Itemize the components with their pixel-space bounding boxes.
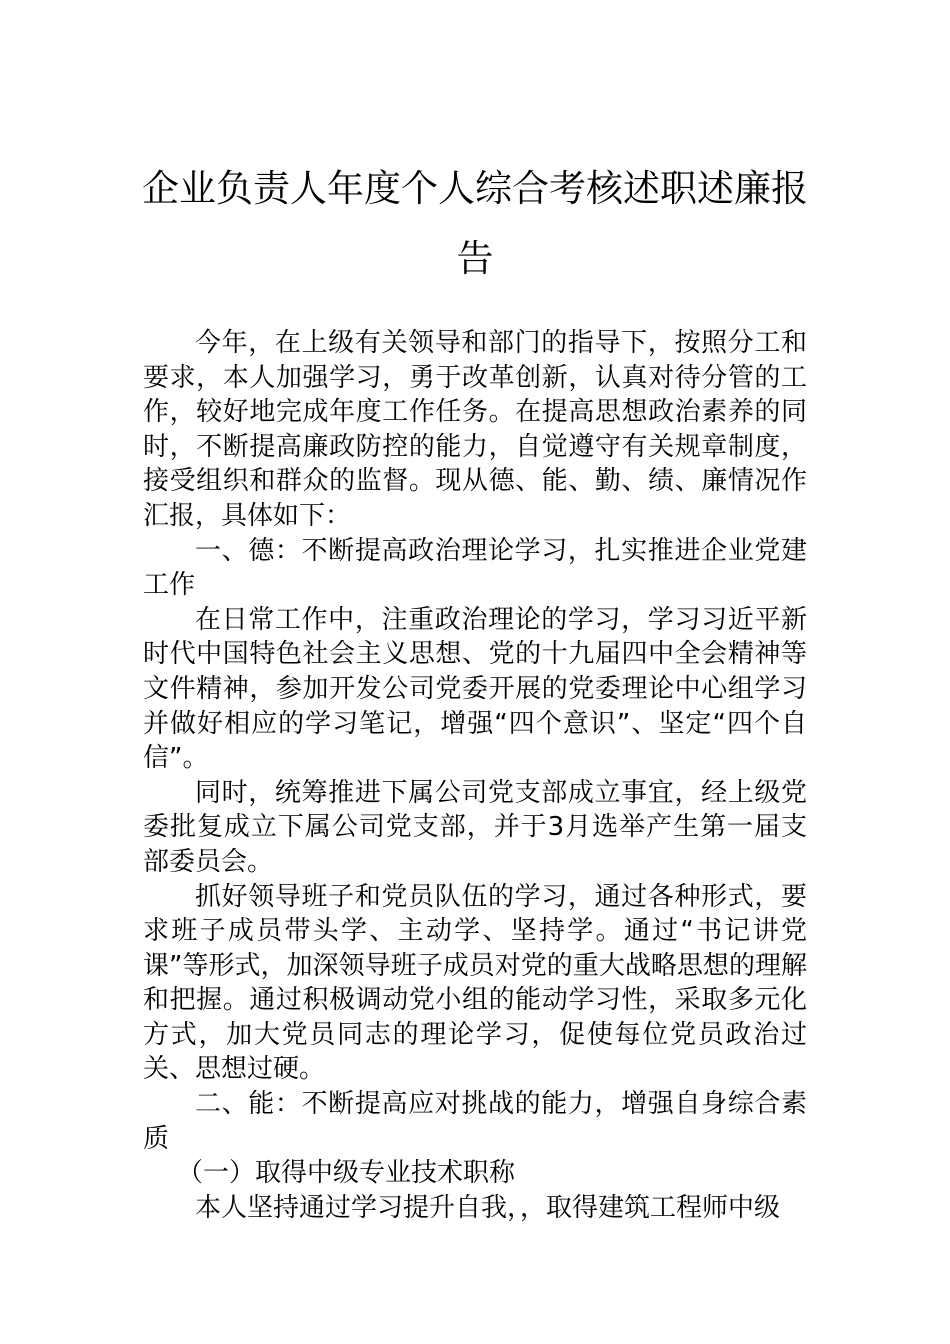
document-title-line-1: 企业负责人年度个人综合考核述职述廉报 bbox=[142, 167, 808, 210]
paragraph-party-branch: 同时，统筹推进下属公司党支部成立事宜，经上级党委批复成立下属公司党支部，并于3月选举产生第一届支部委员会。 bbox=[143, 777, 807, 877]
document-body bbox=[143, 326, 807, 1225]
paragraph-theory-study: 在日常工作中，注重政治理论的学习，学习习近平新时代中国特色社会主义思想、党的十九届四中全会精神等文件精神，参加开发公司党委开展的党委理论中心组学习并做好相应的学习笔记，增强“四个意识”、坚定“四个自信”。 bbox=[143, 604, 807, 774]
section-heading-de: 一、德：不断提高政治理论学习，扎实推进企业党建工作 bbox=[143, 535, 807, 601]
subsection-heading-title: （一）取得中级专业技术职称 bbox=[177, 1158, 516, 1189]
paragraph-team-study: 抓好领导班子和党员队伍的学习，通过各种形式，要求班子成员带头学、主动学、坚持学。通过“书记讲党课”等形式，加深领导班子成员对党的重大战略思想的理解和把握。通过积极调动党小组的能动学习性，采取多元化方式，加大党员同志的理论学习，促使每位党员政治过关、思想过硬。 bbox=[143, 881, 807, 1085]
section-heading-neng: 二、能：不断提高应对挑战的能力，增强自身综合素质 bbox=[143, 1089, 807, 1154]
document-title-line-2: 告 bbox=[456, 237, 494, 280]
paragraph-self-improvement: 本人坚持通过学习提升自我，，取得建筑工程师中级 bbox=[195, 1192, 781, 1223]
paragraph-intro: 今年，在上级有关领导和部门的指导下，按照分工和要求，本人加强学习，勇于改革创新，认真对待分管的工作，较好地完成年度工作任务。在提高思想政治素养的同时，不断提高廉政防控的能力，自觉遵守有关规章制度，接受组织和群众的监督。现从德、能、勤、绩、廉情况作汇报，具体如下： bbox=[143, 328, 807, 531]
